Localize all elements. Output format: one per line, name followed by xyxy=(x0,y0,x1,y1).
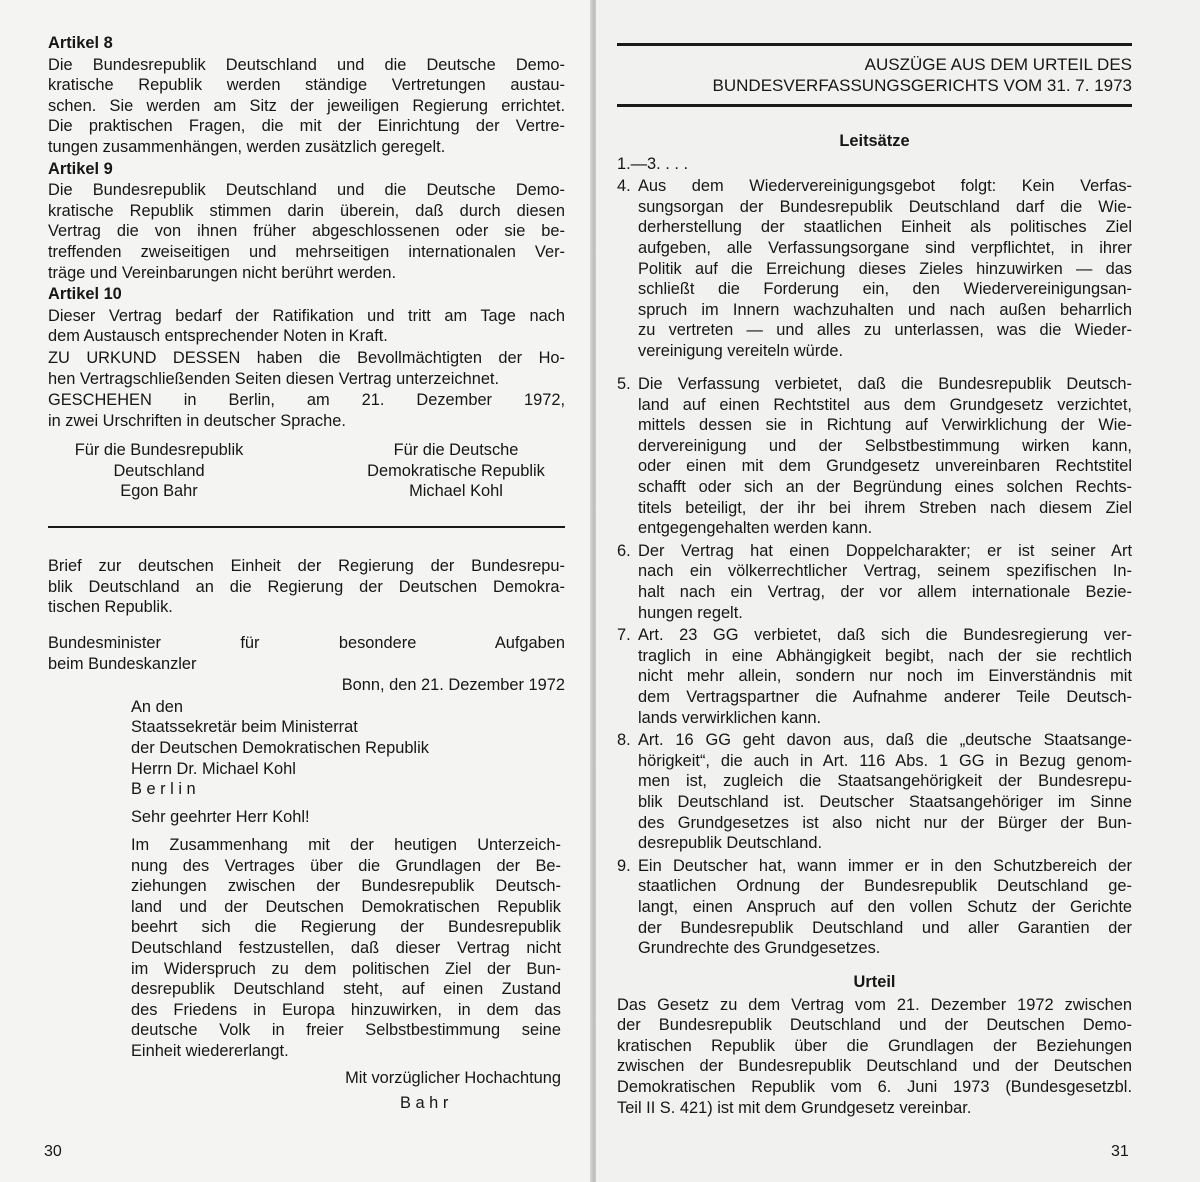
paragraph-block xyxy=(48,180,565,283)
paragraph-block xyxy=(48,556,565,618)
text-line: sungsorgan der Bundesrepublik Deutschland darf die Wie- xyxy=(638,197,1132,216)
text-line: tungen zusammenhängen, werden zusätzlich geregelt. xyxy=(48,137,446,156)
text-line: Die Bundesrepublik Deutschland und die Deutsche Demo- xyxy=(48,55,565,74)
text-line: im Widerspruch zu dem politischen Ziel der Bun- xyxy=(131,959,561,978)
text-line: staatlichen Ordnung der Bundesrepublik Deutschland ge- xyxy=(638,877,1132,896)
text-line: Herrn Dr. Michael Kohl xyxy=(131,759,296,778)
text-line: in zwei Urschriften in deutscher Sprache. xyxy=(48,411,346,430)
text-line: Bundesminister für besondere Aufgaben xyxy=(48,634,565,652)
item-text xyxy=(638,730,1132,854)
text-line: Demokratischen Republik vom 6. Juni 1973 (Bundesgesetzbl. xyxy=(617,1077,1132,1096)
text-line: Die praktischen Fragen, die mit der Einrichtung der Vertre- xyxy=(48,117,565,136)
text-line: Ein Deutscher hat, wann immer er in den Schutzbereich der xyxy=(638,856,1132,875)
item-number: 8. xyxy=(617,731,631,750)
text-line: 1.—3. . . . xyxy=(617,154,689,173)
text-line: land auf einen Rechtstitel aus dem Grundgesetz verzichtet, xyxy=(638,395,1132,414)
item-text xyxy=(638,176,1132,361)
text-line: desrepublik Deutschland steht, auf einen Zustand xyxy=(131,980,561,999)
text-line: Deutschland festzustellen, daß dieser Vertrag nicht xyxy=(131,938,561,957)
text-line: deutsche Volk in freier Selbstbestimmung seine xyxy=(131,1021,561,1040)
section-divider xyxy=(48,526,565,528)
item-text xyxy=(638,625,1132,728)
text-line: nach ein völkerrechtlicher Vertrag, seinem spezifischen In- xyxy=(638,562,1132,581)
text-line: Urteil xyxy=(853,973,896,991)
item-number: 4. xyxy=(617,177,631,196)
header-line: AUSZÜGE AUS DEM URTEIL DES xyxy=(864,55,1132,74)
text-line: zu vertreten — und alles zu unterlassen, was die Wieder- xyxy=(638,321,1132,340)
paragraph-block xyxy=(48,390,565,431)
text-line: Die Bundesrepublik Deutschland und die Deutsche Demo- xyxy=(48,181,565,200)
signature-block xyxy=(340,440,572,502)
text-line: beehrt sich die Regierung der Bundesrepublik xyxy=(131,918,561,937)
item-number: 9. xyxy=(617,856,631,875)
text-line: entgegengehalten werden kann. xyxy=(638,519,873,538)
item-block xyxy=(617,541,1132,623)
text-line: blik Deutschland an die Regierung der Deutschen Demokra- xyxy=(48,577,565,596)
item-text xyxy=(638,541,1132,623)
text-line: Bonn, den 21. Dezember 1972 xyxy=(341,676,565,695)
paragraph-block xyxy=(617,995,1132,1119)
text-line: oder einen mit dem Grundgesetz unvereinbaren Rechtstitel xyxy=(638,457,1132,476)
item-text xyxy=(638,374,1132,539)
text-line: hungen regelt. xyxy=(638,603,743,622)
text-line: der Bundesrepublik Deutschland und der Deutschen Demo- xyxy=(617,1016,1132,1035)
item-number: 7. xyxy=(617,626,631,645)
closing-block xyxy=(400,1093,480,1114)
text-line: Artikel 9 xyxy=(48,159,113,178)
text-line: schen. Sie werden am Sitz der jeweiligen Regierung errichtet. xyxy=(48,96,565,115)
heading-block xyxy=(48,159,565,180)
text-line: dem Austausch entsprechender Noten in Kraft. xyxy=(48,327,388,346)
item-number: 6. xyxy=(617,541,631,560)
text-line: Im Zusammenhang mit der heutigen Unterzeich- xyxy=(131,836,561,854)
paragraph-block xyxy=(48,633,565,674)
text-line: dervereinigung und der Selbstbestimmung wirken kann, xyxy=(638,436,1132,455)
section-header xyxy=(617,54,1132,96)
text-line: Das Gesetz zu dem Vertrag vom 21. Dezember 1972 zwischen xyxy=(617,995,1132,1014)
paragraph-block xyxy=(617,154,1132,175)
right-page xyxy=(596,0,1200,1182)
text-line: Für die Bundesrepublik xyxy=(74,441,244,459)
text-line: Der Vertrag hat einen Doppelcharakter; er ist seiner Art xyxy=(638,541,1132,560)
left-page xyxy=(0,0,592,1182)
header-rule-bottom xyxy=(617,104,1132,107)
text-line: Die Verfassung verbietet, daß die Bundesrepublik Deutsch- xyxy=(638,375,1132,393)
text-line: traglich in eine Abhängigkeit begibt, nach der sie rechtlich xyxy=(638,646,1132,665)
text-line: langt, einen Anspruch auf den vollen Schutz der Gerichte xyxy=(638,897,1132,916)
text-line: zwischen der Bundesrepublik Deutschland und der Deutschen xyxy=(617,1057,1132,1076)
text-line: Demokratische Republik xyxy=(367,461,545,480)
text-line: Leitsätze xyxy=(839,132,910,150)
text-line: blik Deutschland ist. Deutscher Staatsangehöriger im Sinne xyxy=(638,792,1132,811)
text-line: ZU URKUND DESSEN haben die Bevollmächtigten der Ho- xyxy=(48,349,565,367)
text-line: des Grundgesetzes ist also nicht nur der Bürger der Bun- xyxy=(638,813,1132,832)
text-line: Art. 23 GG verbietet, daß sich die Bundesregierung ver- xyxy=(638,626,1132,645)
text-line: schafft oder sich an der Begründung eines solchen Rechts- xyxy=(638,477,1132,496)
item-block xyxy=(617,730,1132,854)
text-line: beim Bundeskanzler xyxy=(48,654,197,673)
text-line: Staatssekretär beim Ministerrat xyxy=(131,718,358,737)
text-line: halt nach ein Vertrag, der vor allem internationale Bezie- xyxy=(638,582,1132,601)
text-line: Grundrechte des Grundgesetzes. xyxy=(638,939,881,958)
paragraph-block xyxy=(131,835,561,1062)
text-line: men ist, zugleich die Staatsangehörigkeit der Bundesrepu- xyxy=(638,772,1132,791)
text-line: dem Vertragspartner die Aufnahme anderer Teile Deutsch- xyxy=(638,687,1132,706)
text-line: tischen Republik. xyxy=(48,598,173,617)
item-block xyxy=(617,625,1132,728)
text-line: treffenden zweiseitigen und mehrseitigen internationalen Ver- xyxy=(48,242,565,261)
subheading-block xyxy=(617,972,1132,993)
address-block xyxy=(131,697,561,800)
text-line: kratischen Republik über die Grundlagen der Beziehungen xyxy=(617,1036,1132,1055)
item-block xyxy=(617,374,1132,539)
text-line: derherstellung der staatlichen Einheit als politisches Ziel xyxy=(638,218,1132,237)
text-line: der Deutschen Demokratischen Republik xyxy=(131,738,429,757)
text-line: GESCHEHEN in Berlin, am 21. Dezember 1972, xyxy=(48,391,565,410)
text-line: Für die Deutsche xyxy=(393,441,519,459)
paragraph-block xyxy=(48,306,565,347)
text-line: Deutschland xyxy=(113,461,205,480)
text-line: hen Vertragschließenden Seiten diesen Vertrag unterzeichnet. xyxy=(48,369,500,388)
heading-block xyxy=(48,33,565,54)
text-line: Mit vorzüglicher Hochachtung xyxy=(345,1069,561,1087)
header-line: BUNDESVERFASSUNGSGERICHTS VOM 31. 7. 1973 xyxy=(712,76,1132,95)
signature-block xyxy=(48,440,270,502)
text-line: Egon Bahr xyxy=(120,482,198,501)
text-line: desrepublik Deutschland. xyxy=(638,834,823,853)
text-line: Einheit wiedererlangt. xyxy=(131,1041,289,1060)
item-text xyxy=(638,856,1132,959)
text-line: Artikel 10 xyxy=(48,285,122,304)
text-line: titels beteiligt, der ihr bei ihrem Streben nach diesem Ziel xyxy=(638,498,1132,517)
page-number: 30 xyxy=(44,1143,62,1160)
text-line: hörigkeit“, die auch in Art. 116 Abs. 1 GG in Bezug genom- xyxy=(638,751,1132,770)
salutation-block xyxy=(131,807,561,828)
text-line: der Bundesrepublik Deutschland und aller Garantien der xyxy=(638,918,1132,937)
text-line: träge und Vereinbarungen nicht berührt werden. xyxy=(48,263,397,282)
header-rule-top xyxy=(617,43,1132,46)
text-line: Aus dem Wiedervereinigungsgebot folgt: Kein Verfas- xyxy=(638,177,1132,196)
text-line: kratische Republik stimmen darin überein, daß durch diesen xyxy=(48,201,565,220)
text-line: ziehungen zwischen der Bundesrepublik Deutsch- xyxy=(131,877,561,896)
text-line: mittels dessen sie in Richtung auf Verwirklichung der Wie- xyxy=(638,416,1132,435)
text-line: kratische Republik werden ständige Vertretungen austau- xyxy=(48,76,565,95)
text-line: spruch im Innern wachzuhalten und nach außen beharrlich xyxy=(638,300,1132,319)
text-line: Brief zur deutschen Einheit der Regierung der Bundesrepu- xyxy=(48,557,565,575)
text-line: Vertrag die von ihnen früher abgeschlossenen oder sie be- xyxy=(48,222,565,241)
dateline-block xyxy=(48,675,565,696)
item-block xyxy=(617,856,1132,959)
subheading-block xyxy=(617,131,1132,152)
text-line: Teil II S. 421) ist mit dem Grundgesetz vereinbar. xyxy=(617,1098,972,1117)
text-line: B a h r xyxy=(400,1094,449,1112)
page-number: 31 xyxy=(1111,1143,1129,1160)
text-line: Art. 16 GG geht davon aus, daß die „deutsche Staatsange- xyxy=(638,731,1132,750)
text-line: Politik auf die Erreichung dieses Zieles hinzuwirken — das xyxy=(638,259,1132,278)
text-line: Artikel 8 xyxy=(48,34,113,52)
item-block xyxy=(617,176,1132,361)
text-line: des Friedens in Europa hinzuwirken, in dem das xyxy=(131,1000,561,1019)
paragraph-block xyxy=(48,55,565,158)
text-line: lands verwirklichen kann. xyxy=(638,708,822,727)
text-line: Dieser Vertrag bedarf der Ratifikation und tritt am Tage nach xyxy=(48,306,565,325)
text-line: aufgeben, alle Verfassungsorgane sind verpflichtet, in ihrer xyxy=(638,238,1132,257)
text-line: Michael Kohl xyxy=(409,482,503,501)
text-line: nicht mehr allein, sondern nur noch im Einverständnis mit xyxy=(638,667,1132,686)
text-line: nung des Vertrages über die Grundlagen der Be- xyxy=(131,856,561,875)
text-line: vereinigung vereiteln würde. xyxy=(638,341,844,360)
text-line: land und der Deutschen Demokratischen Republik xyxy=(131,897,561,916)
text-line: An den xyxy=(131,697,183,716)
text-line: Sehr geehrter Herr Kohl! xyxy=(131,808,310,826)
text-line: schließt die Forderung ein, den Wiedervereinigungsan- xyxy=(638,280,1132,299)
closing-block xyxy=(48,1068,561,1089)
paragraph-block xyxy=(48,348,565,389)
item-number: 5. xyxy=(617,375,631,393)
heading-block xyxy=(48,284,565,305)
text-line: B e r l i n xyxy=(131,780,196,799)
